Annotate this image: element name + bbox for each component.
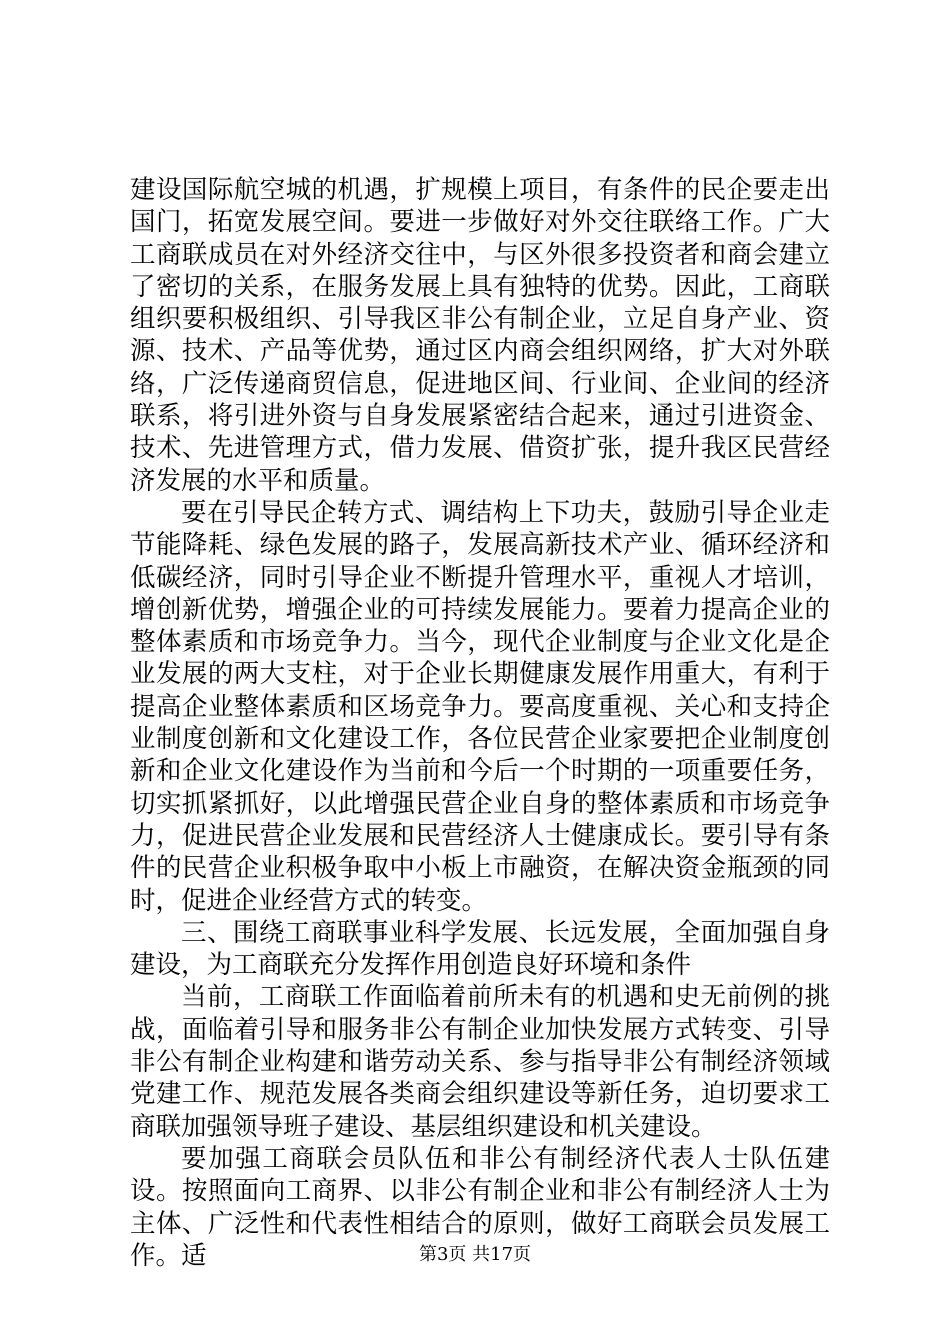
paragraph-5: 要加强工商联会员队伍和非公有制经济代表人士队伍建设。按照面向工商界、以非公有制企业和非公有制经济人士为主体、广泛性和代表性相结合的原则，做好工商联会员发展工作。适 xyxy=(130,1143,830,1271)
paragraph-4: 当前，工商联工作面临着前所未有的机遇和史无前例的挑战，面临着引导和服务非公有制企业加快发展方式转变、引导非公有制企业构建和谐劳动关系、参与指导非公有制经济领域党建工作、规范发展各类商会组织建设等新任务，迫切要求工商联加强领导班子建设、基层组织建设和机关建设。 xyxy=(130,982,830,1142)
page-number-footer: 第3页 共17页 xyxy=(418,1244,532,1265)
body-text xyxy=(130,174,830,1272)
paragraph-1: 建设国际航空城的机遇，扩规模上项目，有条件的民企要走出国门，拓宽发展空间。要进一步做好对外交往联络工作。广大工商联成员在对外经济交往中，与区外很多投资者和商会建立了密切的关系，在服务发展上具有独特的优势。因此，工商联组织要积极组织、引导我区非公有制企业，立足自身产业、资源、技术、产品等优势，通过区内商会组织网络，扩大对外联络，广泛传递商贸信息，促进地区间、行业间、企业间的经济联系，将引进外资与自身发展紧密结合起来，通过引进资金、技术、先进管理方式，借力发展、借资扩张，提升我区民营经济发展的水平和质量。 xyxy=(130,175,830,496)
paragraph-2: 要在引导民企转方式、调结构上下功夫，鼓励引导企业走节能降耗、绿色发展的路子，发展高新技术产业、循环经济和低碳经济，同时引导企业不断提升管理水平，重视人才培训，增创新优势，增强企业的可持续发展能力。要着力提高企业的整体素质和市场竞争力。当今，现代企业制度与企业文化是企业发展的两大支柱，对于企业长期健康发展作用重大，有利于提高企业整体素质和区场竞争力。要高度重视、关心和支持企业制度创新和文化建设工作，各位民营企业家要把企业制度创新和企业文化建设作为当前和今后一个时期的一项重要任务，切实抓紧抓好，以此增强民营企业自身的整体素质和市场竞争力，促进民营企业发展和民营经济人士健康成长。要引导有条件的民营企业积极争取中小板上市融资，在解决资金瓶颈的同时，促进企业经营方式的转变。 xyxy=(130,497,830,916)
section-heading-3: 三、围绕工商联事业科学发展、长远发展，全面加强自身建设，为工商联充分发挥作用创造良好环境和条件 xyxy=(130,917,830,981)
